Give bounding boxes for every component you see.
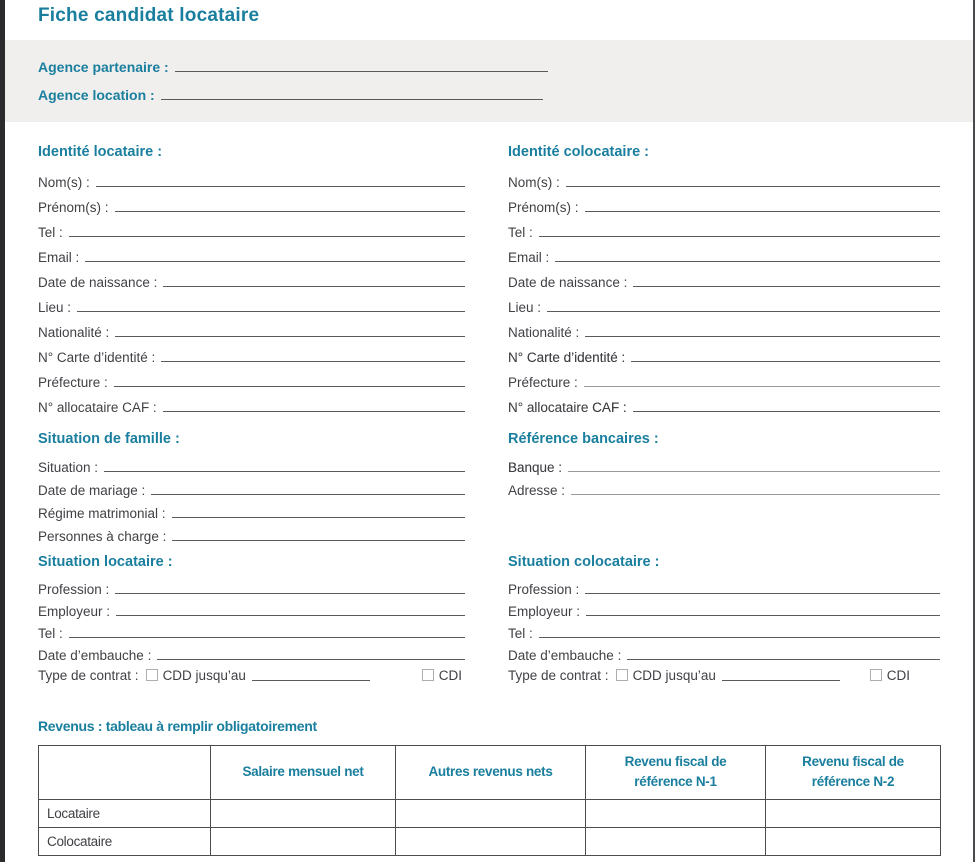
field-row-nationalite — [38, 315, 465, 340]
revenus-header-autres: Autres revenus nets — [396, 746, 586, 800]
field-line[interactable] — [115, 211, 465, 212]
field-label: Date d’embauche : — [508, 648, 622, 663]
cdi-checkbox[interactable] — [870, 669, 882, 681]
agency-partner-line[interactable] — [175, 71, 548, 72]
cdd-date-line[interactable] — [252, 669, 370, 681]
field-line[interactable] — [547, 311, 940, 312]
field-label: Nationalité : — [38, 325, 110, 340]
revenus-value-cell[interactable] — [211, 799, 396, 827]
cdd-date-line[interactable] — [722, 669, 840, 681]
field-row-tel — [508, 619, 940, 641]
revenus-header-fiscal-n1: Revenu fiscal de référence N-1 — [586, 746, 766, 800]
cdi-label: CDI — [438, 667, 462, 683]
field-row-lieu — [38, 290, 465, 315]
section-title: Situation de famille : — [38, 431, 180, 447]
field-row-nom — [38, 165, 465, 190]
field-label: Date d’embauche : — [38, 648, 152, 663]
field-row-profession — [508, 575, 940, 597]
field-line[interactable] — [584, 386, 940, 387]
field-label: Profession : — [38, 582, 110, 597]
revenus-value-cell[interactable] — [766, 827, 941, 855]
field-row-tel — [38, 215, 465, 240]
cdd-label: CDD jusqu’au — [632, 667, 716, 683]
field-row-profession — [38, 575, 465, 597]
field-line[interactable] — [163, 286, 465, 287]
revenus-title: Revenus : tableau à remplir obligatoirement — [38, 718, 317, 734]
field-line[interactable] — [627, 659, 940, 660]
page-title: Fiche candidat locataire — [38, 5, 260, 26]
field-label: Employeur : — [508, 604, 581, 619]
section-situation-locataire — [38, 554, 465, 687]
contract-type-row — [508, 663, 940, 687]
section-reference-bancaires — [508, 431, 940, 498]
field-label: Tel : — [508, 626, 533, 641]
field-line[interactable] — [115, 336, 465, 337]
field-label: Préfecture : — [508, 375, 578, 390]
field-label: Date de mariage : — [38, 483, 146, 498]
revenus-value-cell[interactable] — [766, 799, 941, 827]
field-line[interactable] — [172, 540, 465, 541]
field-line[interactable] — [114, 386, 465, 387]
field-row-email — [38, 240, 465, 265]
field-row-employeur — [508, 597, 940, 619]
field-label: Employeur : — [38, 604, 111, 619]
field-row-email — [508, 240, 940, 265]
field-line[interactable] — [568, 471, 940, 472]
section-title: Référence bancaires : — [508, 431, 659, 447]
field-line[interactable] — [115, 593, 465, 594]
field-line[interactable] — [571, 494, 940, 495]
field-line[interactable] — [157, 659, 465, 660]
revenus-value-cell[interactable] — [586, 799, 766, 827]
field-row-situation — [38, 452, 465, 475]
revenus-value-cell[interactable] — [211, 827, 396, 855]
field-line[interactable] — [96, 186, 465, 187]
field-row-lieu — [508, 290, 940, 315]
agency-location-label: Agence location : — [38, 87, 155, 103]
field-label: Banque : — [508, 460, 563, 475]
revenus-value-cell[interactable] — [586, 827, 766, 855]
agency-location-line[interactable] — [161, 99, 543, 100]
section-title: Identité locataire : — [38, 144, 163, 160]
field-label: Nom(s) : — [508, 175, 560, 190]
field-row-tel — [508, 215, 940, 240]
field-label: N° Carte d’identité : — [508, 350, 626, 365]
field-label: Date de naissance : — [508, 275, 628, 290]
field-label: Lieu : — [38, 300, 72, 315]
field-label: Email : — [38, 250, 80, 265]
field-line[interactable] — [116, 615, 465, 616]
field-line[interactable] — [163, 411, 465, 412]
agency-band — [5, 40, 973, 122]
field-label: Prénom(s) : — [38, 200, 109, 215]
cdd-checkbox[interactable] — [146, 669, 158, 681]
agency-partner-label: Agence partenaire : — [38, 59, 169, 75]
cdi-label: CDI — [886, 667, 910, 683]
field-label: Lieu : — [508, 300, 542, 315]
field-label: Personnes à charge : — [38, 529, 167, 544]
field-row-date-naissance — [508, 265, 940, 290]
field-line[interactable] — [585, 336, 940, 337]
field-row-employeur — [38, 597, 465, 619]
agency-partner-row — [38, 55, 548, 75]
field-label: Prénom(s) : — [508, 200, 579, 215]
field-line[interactable] — [151, 494, 465, 495]
contract-type-row — [38, 663, 465, 687]
revenus-row-locataire — [39, 799, 941, 827]
field-line[interactable] — [77, 311, 465, 312]
agency-location-row — [38, 83, 543, 103]
field-line[interactable] — [539, 236, 940, 237]
field-label: Situation : — [38, 460, 99, 475]
field-line[interactable] — [585, 211, 940, 212]
field-row-carte-identite — [38, 340, 465, 365]
field-label: Tel : — [38, 626, 63, 641]
field-line[interactable] — [539, 637, 940, 638]
field-row-allocataire-caf — [38, 390, 465, 415]
field-label: Date de naissance : — [38, 275, 158, 290]
field-row-date-mariage — [38, 475, 465, 498]
field-row-nationalite — [508, 315, 940, 340]
field-row-carte-identite — [508, 340, 940, 365]
field-label: Régime matrimonial : — [38, 506, 166, 521]
section-title: Situation locataire : — [38, 554, 173, 570]
field-row-date-embauche — [38, 641, 465, 663]
section-title: Situation colocataire : — [508, 554, 660, 570]
cdi-checkbox[interactable] — [422, 669, 434, 681]
field-line[interactable] — [85, 261, 465, 262]
revenus-header-row — [39, 746, 941, 800]
field-line[interactable] — [104, 471, 465, 472]
page-right-edge — [973, 0, 975, 862]
field-line[interactable] — [69, 637, 465, 638]
field-row-tel — [38, 619, 465, 641]
field-row-date-embauche — [508, 641, 940, 663]
field-label: N° Carte d’identité : — [38, 350, 156, 365]
field-line[interactable] — [631, 361, 940, 362]
field-row-allocataire-caf — [508, 390, 940, 415]
contract-label: Type de contrat : — [508, 667, 609, 683]
field-label: N° allocataire CAF : — [38, 400, 157, 415]
revenus-row-label: Colocataire — [39, 827, 211, 855]
revenus-row-label: Locataire — [39, 799, 211, 827]
section-identite-colocataire — [508, 144, 940, 415]
field-line[interactable] — [633, 411, 940, 412]
revenus-table — [38, 745, 941, 856]
cdd-checkbox[interactable] — [616, 669, 628, 681]
field-label: Adresse : — [508, 483, 566, 498]
revenus-header-salaire: Salaire mensuel net — [211, 746, 396, 800]
field-label: Préfecture : — [38, 375, 108, 390]
revenus-value-cell[interactable] — [396, 827, 586, 855]
field-line[interactable] — [161, 361, 465, 362]
field-line[interactable] — [585, 593, 940, 594]
cdd-label: CDD jusqu’au — [162, 667, 246, 683]
field-row-regime-matrimonial — [38, 498, 465, 521]
field-label: Tel : — [38, 225, 63, 240]
field-label: Profession : — [508, 582, 580, 597]
field-row-prenom — [508, 190, 940, 215]
revenus-value-cell[interactable] — [396, 799, 586, 827]
field-row-date-naissance — [38, 265, 465, 290]
section-situation-colocataire — [508, 554, 940, 687]
section-situation-famille — [38, 431, 465, 544]
field-row-prefecture — [38, 365, 465, 390]
field-label: N° allocataire CAF : — [508, 400, 627, 415]
section-identite-locataire — [38, 144, 465, 415]
field-row-prefecture — [508, 365, 940, 390]
field-label: Tel : — [508, 225, 533, 240]
field-line[interactable] — [555, 261, 940, 262]
field-label: Email : — [508, 250, 550, 265]
field-row-banque — [508, 452, 940, 475]
contract-label: Type de contrat : — [38, 667, 139, 683]
revenus-header-empty — [39, 746, 211, 800]
field-line[interactable] — [586, 615, 940, 616]
field-row-nom — [508, 165, 940, 190]
field-row-adresse — [508, 475, 940, 498]
field-row-prenom — [38, 190, 465, 215]
field-line[interactable] — [566, 186, 940, 187]
field-line[interactable] — [172, 517, 465, 518]
field-label: Nom(s) : — [38, 175, 90, 190]
field-line[interactable] — [69, 236, 465, 237]
field-label: Nationalité : — [508, 325, 580, 340]
section-title: Identité colocataire : — [508, 144, 650, 160]
revenus-header-fiscal-n2: Revenu fiscal de référence N-2 — [766, 746, 941, 800]
page-left-edge — [0, 0, 5, 862]
field-line[interactable] — [633, 286, 940, 287]
field-row-personnes-a-charge — [38, 521, 465, 544]
revenus-row-colocataire — [39, 827, 941, 855]
